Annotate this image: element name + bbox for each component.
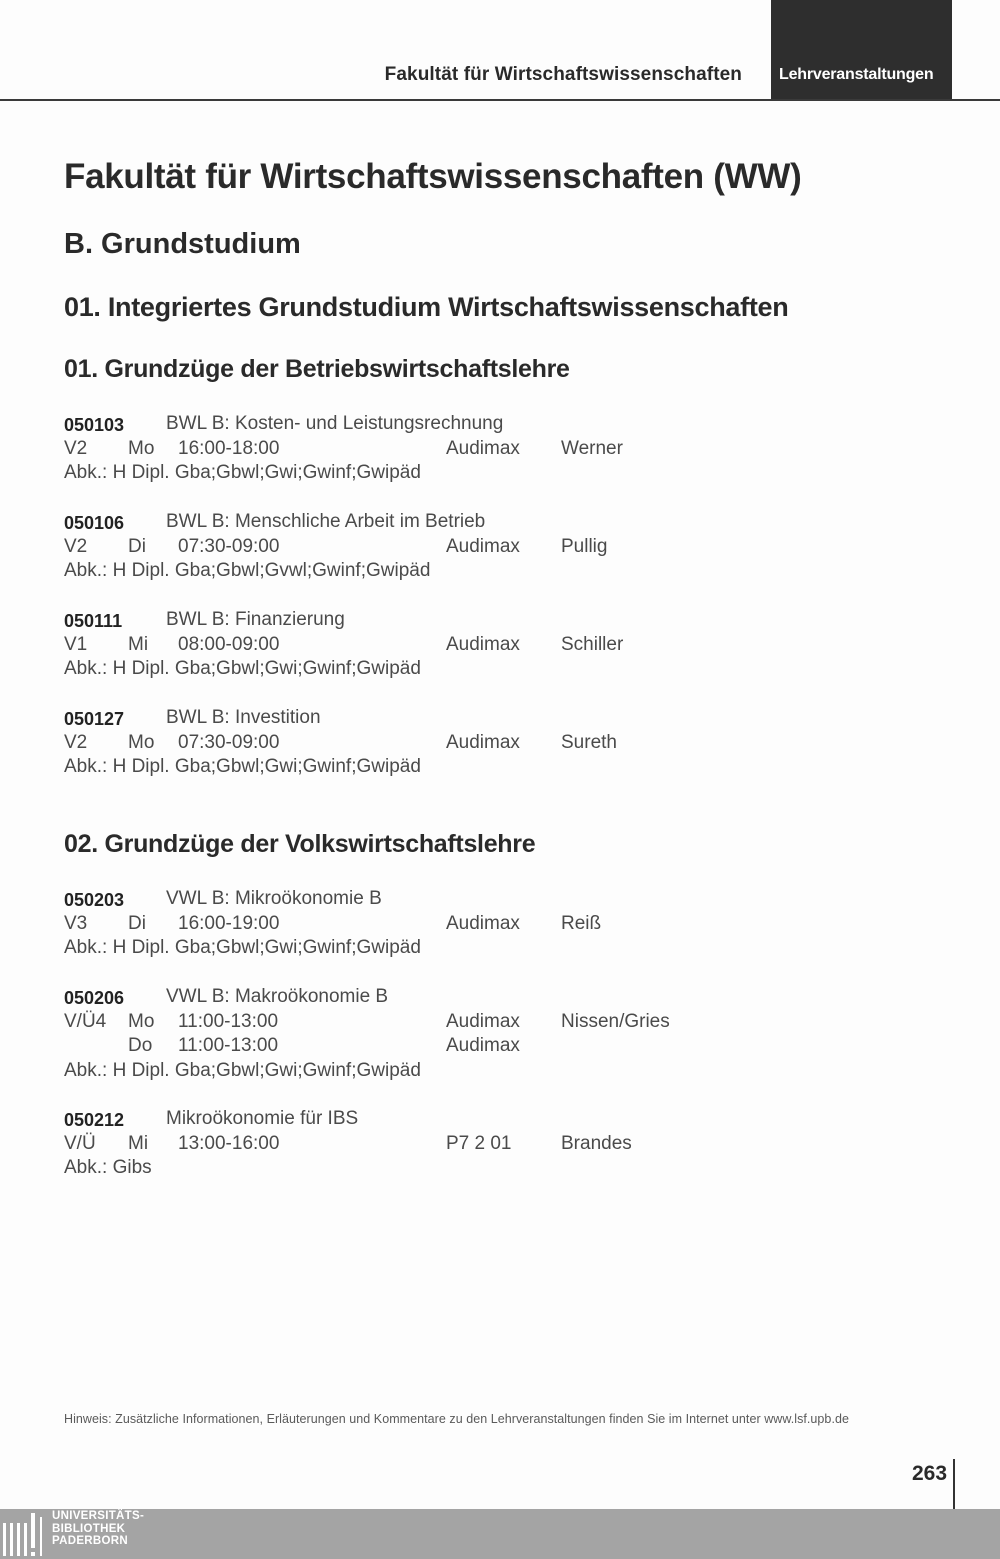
group-heading-bwl: 01. Grundzüge der Betriebswirtschaftslehre	[64, 355, 570, 383]
running-header-tab	[771, 0, 952, 101]
course-lecturer: Schiller	[561, 633, 624, 655]
library-logo-icon	[0, 1509, 50, 1559]
course-title: BWL B: Kosten- und Leistungsrechnung	[166, 413, 504, 434]
course-type: V1	[64, 633, 88, 655]
course-title: BWL B: Menschliche Arbeit im Betrieb	[166, 511, 486, 532]
course-type: V2	[64, 535, 88, 557]
course-050203	[64, 888, 944, 962]
course-time: 07:30-09:00	[178, 535, 280, 557]
course-lecturer: Sureth	[561, 731, 617, 753]
header-rule	[0, 99, 1000, 101]
course-room: Audimax	[446, 633, 520, 655]
running-header-tab-label: Lehrveranstaltungen	[779, 66, 934, 83]
course-type: V/Ü4	[64, 1010, 107, 1032]
course-number: 050206	[64, 988, 125, 1008]
course-time: 07:30-09:00	[178, 731, 280, 753]
course-abk: Abk.: Gibs	[64, 1157, 152, 1178]
course-room: Audimax	[446, 535, 520, 557]
course-day: Mo	[128, 731, 155, 753]
course-050103	[64, 413, 944, 487]
course-abk: Abk.: H Dipl. Gba;Gbwl;Gvwl;Gwinf;Gwipäd	[64, 560, 431, 581]
page-title: Fakultät für Wirtschaftswissenschaften (WW)	[64, 157, 802, 196]
course-lecturer: Werner	[561, 437, 623, 459]
course-number: 050203	[64, 890, 125, 910]
course-time: 16:00-18:00	[178, 437, 280, 459]
course-time: 11:00-13:00	[178, 1010, 279, 1032]
course-title: VWL B: Makroökonomie B	[166, 986, 389, 1007]
course-lecturer: Pullig	[561, 535, 608, 557]
subsection-heading: 01. Integriertes Grundstudium Wirtschaftswissenschaften	[64, 292, 789, 322]
course-time: 16:00-19:00	[178, 912, 280, 934]
course-number: 050106	[64, 513, 125, 533]
course-day: Di	[128, 535, 146, 557]
course-abk: Abk.: H Dipl. Gba;Gbwl;Gwi;Gwinf;Gwipäd	[64, 658, 421, 679]
course-room: P7 2 01	[446, 1132, 512, 1154]
course-day: Di	[128, 912, 146, 934]
course-extra-room: Audimax	[446, 1035, 520, 1056]
course-number: 050212	[64, 1110, 125, 1130]
running-header	[0, 0, 1000, 102]
group-heading-vwl: 02. Grundzüge der Volkswirtschaftslehre	[64, 830, 536, 858]
course-title: BWL B: Investition	[166, 707, 321, 728]
running-header-faculty: Fakultät für Wirtschaftswissenschaften	[384, 64, 742, 85]
course-room: Audimax	[446, 1010, 520, 1032]
course-title: VWL B: Mikroökonomie B	[166, 888, 382, 909]
course-050111	[64, 609, 944, 683]
course-lecturer: Reiß	[561, 912, 602, 934]
page-number-rule	[953, 1459, 955, 1509]
course-lecturer: Brandes	[561, 1132, 632, 1154]
library-name-line-1: UNIVERSITÄTS-	[52, 1510, 145, 1522]
section-heading: B. Grundstudium	[64, 228, 301, 260]
course-type: V2	[64, 731, 88, 753]
course-050212	[64, 1108, 944, 1182]
course-title: Mikroökonomie für IBS	[166, 1108, 359, 1129]
course-room: Audimax	[446, 437, 520, 459]
course-abk: Abk.: H Dipl. Gba;Gbwl;Gwi;Gwinf;Gwipäd	[64, 756, 421, 777]
course-number: 050103	[64, 415, 125, 435]
library-footer-bar	[0, 1509, 1000, 1559]
course-number: 050127	[64, 709, 125, 729]
hint-note: Hinweis: Zusätzliche Informationen, Erläuterungen und Kommentare zu den Lehrveranstaltungen finden Sie im Internet unter www.lsf.upb.de	[64, 1412, 849, 1426]
course-day: Mo	[128, 1010, 155, 1032]
course-number: 050111	[64, 611, 123, 631]
course-050106	[64, 511, 944, 585]
course-abk: Abk.: H Dipl. Gba;Gbwl;Gwi;Gwinf;Gwipäd	[64, 937, 421, 958]
library-name-line-2: BIBLIOTHEK	[52, 1522, 126, 1535]
library-name-line-3: PADERBORN	[52, 1535, 128, 1547]
course-extra-day: Do	[128, 1035, 153, 1056]
course-room: Audimax	[446, 912, 520, 934]
library-name	[52, 1510, 144, 1548]
course-050206	[64, 986, 944, 1084]
course-time: 13:00-16:00	[178, 1132, 280, 1154]
course-type: V3	[64, 912, 88, 934]
course-abk: Abk.: H Dipl. Gba;Gbwl;Gwi;Gwinf;Gwipäd	[64, 1059, 421, 1081]
course-day: Mi	[128, 1132, 149, 1154]
course-lecturer: Nissen/Gries	[561, 1010, 670, 1032]
course-title: BWL B: Finanzierung	[166, 609, 345, 630]
course-room: Audimax	[446, 731, 520, 753]
course-time: 08:00-09:00	[178, 633, 280, 655]
course-extra-time: 11:00-13:00	[178, 1035, 279, 1056]
course-day: Mi	[128, 633, 149, 655]
course-050127	[64, 707, 944, 781]
page-number: 263	[912, 1462, 948, 1485]
course-type: V/Ü	[64, 1132, 96, 1154]
course-day: Mo	[128, 437, 155, 459]
course-abk: Abk.: H Dipl. Gba;Gbwl;Gwi;Gwinf;Gwipäd	[64, 462, 421, 483]
course-type: V2	[64, 437, 88, 459]
